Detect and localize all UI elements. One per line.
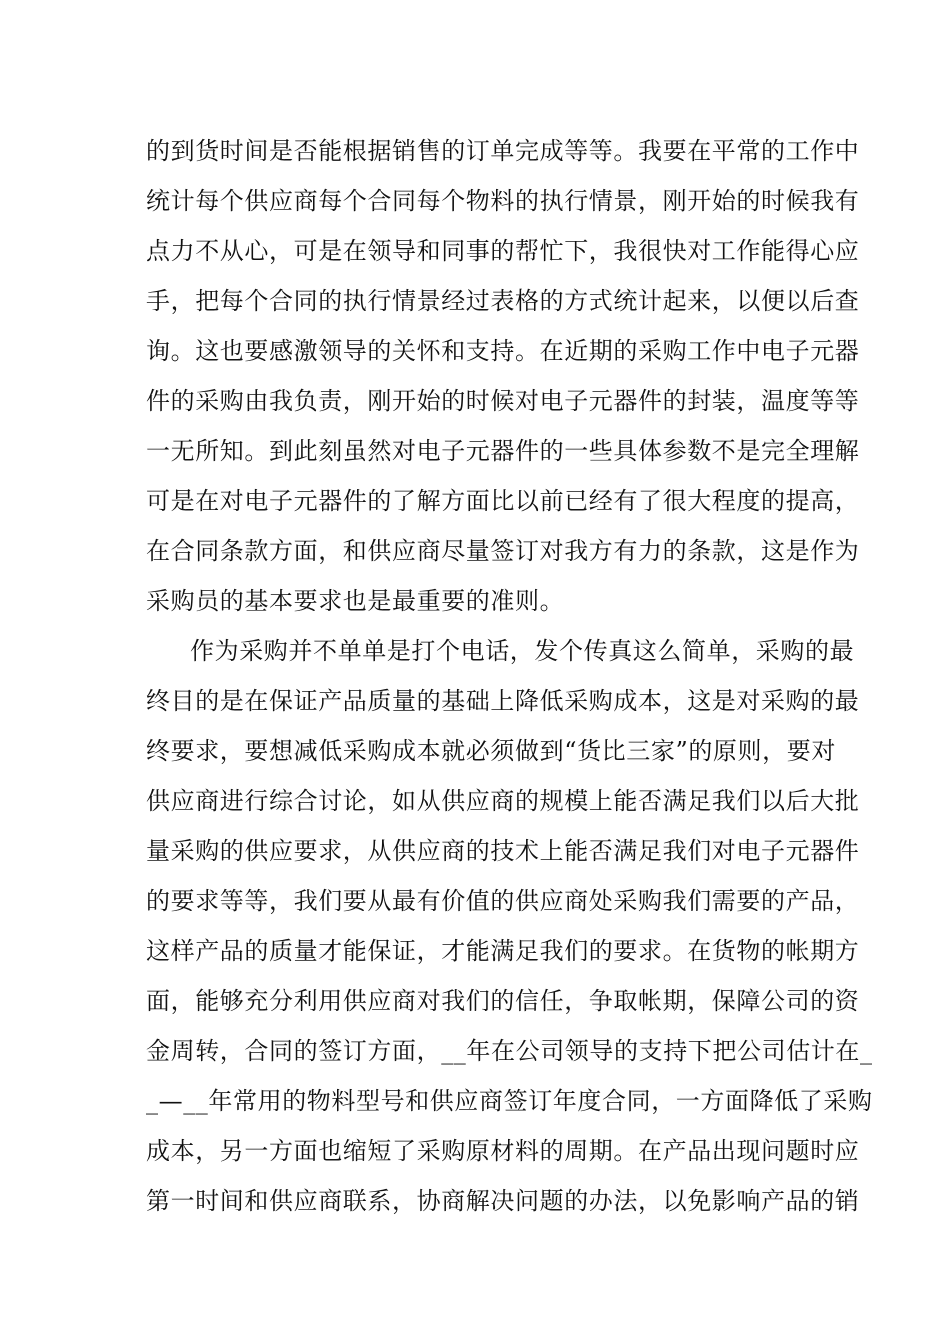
text-line: 量采购的供应要求，从供应商的技术上能否满足我们对电子元器件: [146, 837, 860, 865]
text-line: 可是在对电子元器件的了解方面比以前已经有了很大程度的提高，: [146, 487, 860, 515]
paragraph-first-line: 作为采购并不单单是打个电话，发个传真这么简单，采购的最: [190, 637, 855, 665]
text-line: 金周转，合同的签订方面，__年在公司领导的支持下把公司估计在_: [146, 1037, 873, 1065]
text-line: 点力不从心，可是在领导和同事的帮忙下，我很快对工作能得心应: [146, 237, 860, 265]
text-line: 统计每个供应商每个合同每个物料的执行情景，刚开始的时候我有: [146, 187, 860, 215]
text-line: 在合同条款方面，和供应商尽量签订对我方有力的条款，这是作为: [146, 537, 860, 565]
text-line: 成本，另一方面也缩短了采购原材料的周期。在产品出现问题时应: [146, 1137, 860, 1165]
text-line: _—__年常用的物料型号和供应商签订年度合同，一方面降低了采购: [146, 1087, 873, 1115]
text-line: 供应商进行综合讨论，如从供应商的规模上能否满足我们以后大批: [146, 787, 860, 815]
text-line: 一无所知。到此刻虽然对电子元器件的一些具体参数不是完全理解: [146, 437, 860, 465]
text-line: 的到货时间是否能根据销售的订单完成等等。我要在平常的工作中: [146, 137, 860, 165]
text-line: 终目的是在保证产品质量的基础上降低采购成本，这是对采购的最: [146, 687, 860, 715]
text-line: 采购员的基本要求也是最重要的准则。: [146, 587, 565, 615]
text-line: 这样产品的质量才能保证，才能满足我们的要求。在货物的帐期方: [146, 937, 860, 965]
text-line: 第一时间和供应商联系，协商解决问题的办法，以免影响产品的销: [146, 1187, 860, 1215]
text-line: 的要求等等，我们要从最有价值的供应商处采购我们需要的产品，: [146, 887, 860, 915]
text-line: 终要求，要想减低采购成本就必须做到“货比三家”的原则，要对: [146, 737, 836, 765]
text-line: 询。这也要感激领导的关怀和支持。在近期的采购工作中电子元器: [146, 337, 860, 365]
text-line: 面，能够充分利用供应商对我们的信任，争取帐期，保障公司的资: [146, 987, 860, 1015]
text-line: 件的采购由我负责，刚开始的时候对电子元器件的封装，温度等等: [146, 387, 860, 415]
text-line: 手，把每个合同的执行情景经过表格的方式统计起来，以便以后查: [146, 287, 860, 315]
